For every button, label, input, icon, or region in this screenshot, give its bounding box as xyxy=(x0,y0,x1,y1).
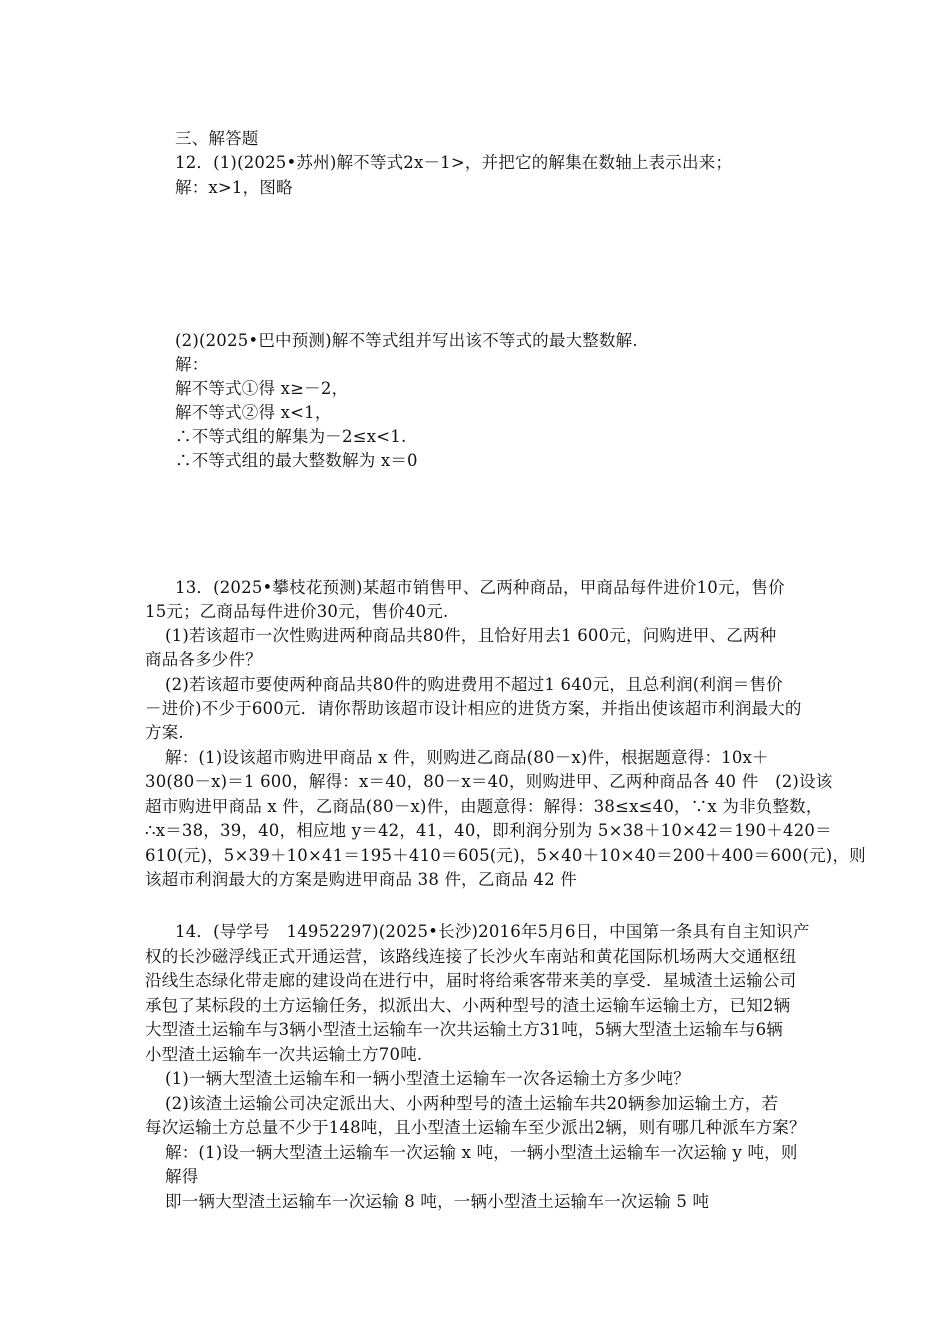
q13-line: (1)若该超市一次性购进两种商品共80件，且恰好用去1 600元，问购进甲、乙两种 xyxy=(165,626,777,645)
q14-solution-line: 解得 xyxy=(165,1167,199,1186)
q14-solution-line: 即一辆大型渣土运输车一次运输 8 吨，一辆小型渣土运输车一次运输 5 吨 xyxy=(165,1192,710,1211)
q14-line: 小型渣土运输车一次共运输土方70吨. xyxy=(145,1045,423,1064)
q12-part2-answer-line: 解不等式①得 x≥－2， xyxy=(175,379,349,398)
q12-part1-answer: 解：x>1，图略 xyxy=(175,178,293,197)
q12-part2-prompt: (2)(2025•巴中预测)解不等式组并写出该不等式的最大整数解. xyxy=(175,331,638,350)
q13-line: 方案. xyxy=(145,723,184,742)
q14-solution-line: 解：(1)设一辆大型渣土运输车一次运输 x 吨，一辆小型渣土运输车一次运输 y 吨，则 xyxy=(165,1143,798,1162)
q13-solution-line: 超市购进甲商品 x 件，乙商品(80－x)件，由题意得：解得：38≤x≤40，∵x 为非负整数， xyxy=(145,797,823,816)
q13-solution-line: 610(元)，5×39＋10×41＝195＋410＝605(元)，5×40＋10×40＝200＋400＝600(元)，则 xyxy=(145,846,866,865)
q14-line: 沿线生态绿化带走廊的建设尚在进行中，届时将给乘客带来美的享受．星城渣土运输公司 xyxy=(145,971,797,990)
q14-line: (1)一辆大型渣土运输车和一辆小型渣土运输车一次各运输土方多少吨？ xyxy=(165,1069,690,1088)
q12-part2-answer-line: 解： xyxy=(175,355,209,374)
q12-part2-answer-line: ∴不等式组的解集为－2≤x<1. xyxy=(175,427,407,446)
q12-part1-prompt: 12．(1)(2025•苏州)解不等式2x－1>，并把它的解集在数轴上表示出来； xyxy=(175,153,733,172)
q13-line: －进价)不少于600元．请你帮助该超市设计相应的进货方案，并指出使该超市利润最大的 xyxy=(145,699,802,718)
q13-line: 15元；乙商品每件进价30元，售价40元. xyxy=(145,602,449,621)
q13-line: 13．(2025•攀枝花预测)某超市销售甲、乙两种商品，甲商品每件进价10元，售价 xyxy=(175,578,785,597)
q13-solution-line: 该超市利润最大的方案是购进甲商品 38 件，乙商品 42 件 xyxy=(145,870,577,889)
q13-solution-line: ∴x＝38，39，40，相应地 y＝42，41，40，即利润分别为 5×38＋10×42＝190＋420＝ xyxy=(145,821,832,840)
q13-line: 商品各多少件？ xyxy=(145,650,262,669)
q14-line: 权的长沙磁浮线正式开通运营，该路线连接了长沙火车南站和黄花国际机场两大交通枢纽 xyxy=(145,947,797,966)
section-title: 三、解答题 xyxy=(175,129,259,148)
q13-solution-line: 解：(1)设该超市购进甲商品 x 件，则购进乙商品(80－x)件，根据题意得：10x＋ xyxy=(165,748,769,767)
q14-line: 大型渣土运输车与3辆小型渣土运输车一次共运输土方31吨，5辆大型渣土运输车与6辆 xyxy=(145,1020,783,1039)
q14-line: 每次运输土方总量不少于148吨，且小型渣土运输车至少派出2辆，则有哪几种派车方案？ xyxy=(145,1118,806,1137)
q12-part2-answer-line: ∴不等式组的最大整数解为 x＝0 xyxy=(175,451,418,470)
q14-line: (2)该渣土运输公司决定派出大、小两种型号的渣土运输车共20辆参加运输土方，若 xyxy=(165,1094,779,1113)
q14-line: 承包了某标段的土方运输任务，拟派出大、小两种型号的渣土运输车运输土方，已知2辆 xyxy=(145,996,791,1015)
q13-solution-line: 30(80－x)＝1 600，解得：x＝40，80－x＝40，则购进甲、乙两种商品各 40 件 (2)设该 xyxy=(145,772,833,791)
q12-part2-answer-line: 解不等式②得 x<1， xyxy=(175,403,332,422)
q14-line: 14．(导学号 14952297)(2025•长沙)2016年5月6日，中国第一条具有自主知识产 xyxy=(175,922,810,941)
q13-line: (2)若该超市要使两种商品共80件的购进费用不超过1 640元，且总利润(利润＝售价 xyxy=(165,675,783,694)
